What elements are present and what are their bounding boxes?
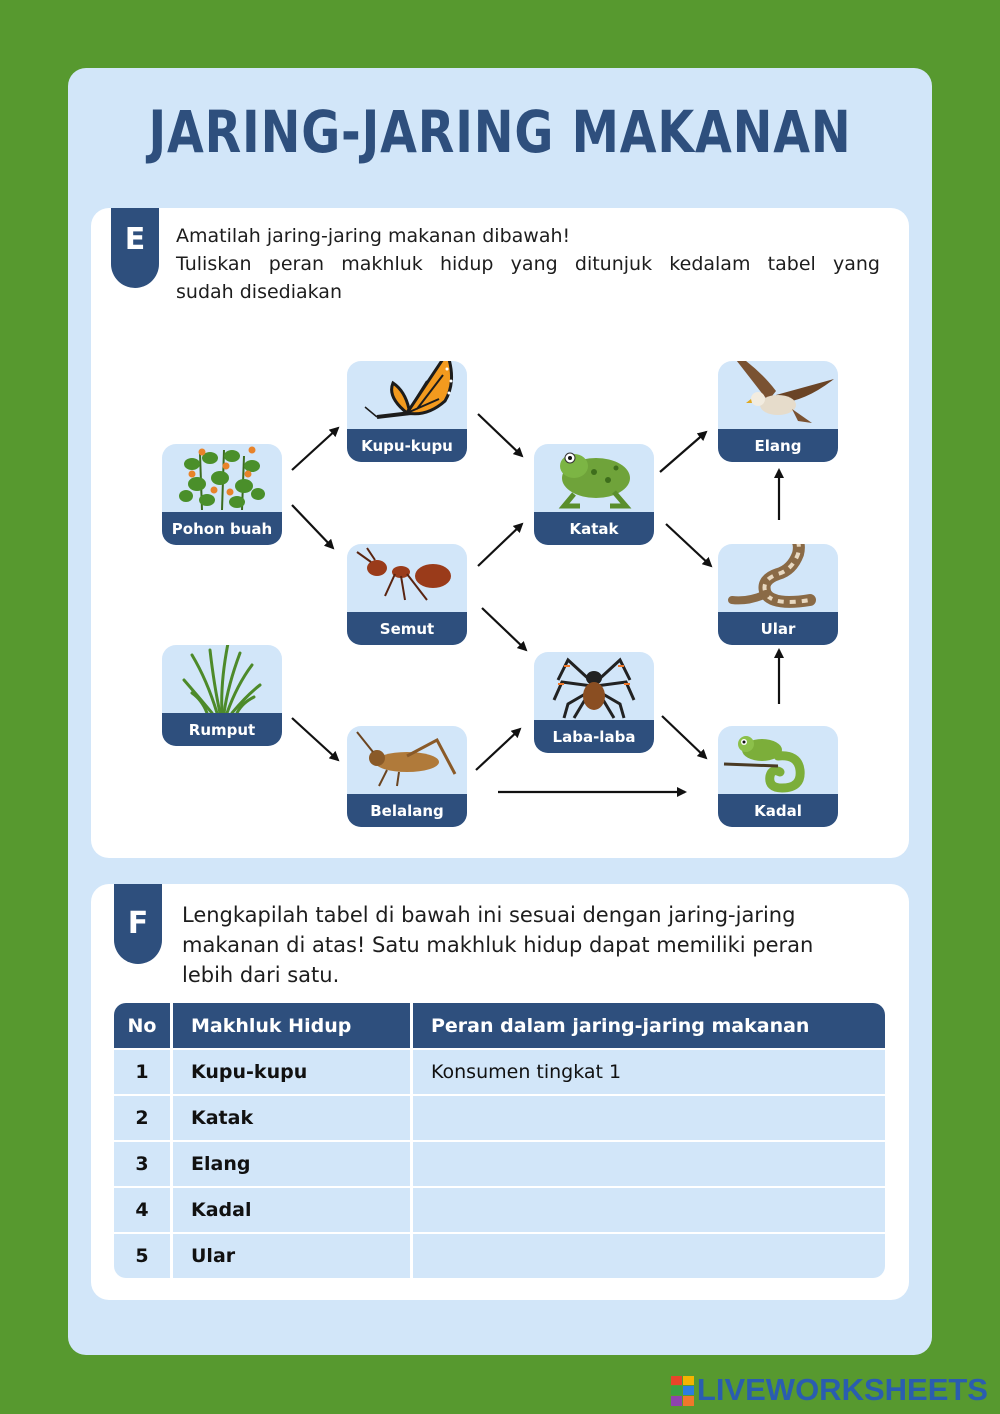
liveworksheets-brand[interactable]	[671, 1372, 988, 1408]
roles-table	[114, 1003, 885, 1278]
ant-icon	[347, 544, 467, 612]
section-f-instruction: Lengkapilah tabel di bawah ini sesuai dengan jaring-jaring makanan di atas! Satu makhluk hidup dapat memiliki peran lebih dari satu.	[182, 903, 814, 987]
node-rumput	[162, 645, 282, 746]
node-label: Elang	[718, 429, 838, 462]
header-role: Peran dalam jaring-jaring makanan	[410, 1003, 885, 1048]
section-e-tab: E	[111, 208, 159, 288]
node-label: Belalang	[347, 794, 467, 827]
role-answer-cell[interactable]	[410, 1186, 885, 1232]
node-belalang	[347, 726, 467, 827]
liveworksheets-logo-icon	[671, 1376, 693, 1404]
table-row	[114, 1140, 885, 1186]
node-kupu-kupu	[347, 361, 467, 462]
node-elang	[718, 361, 838, 462]
row-organism: Elang	[170, 1140, 410, 1186]
node-label: Kadal	[718, 794, 838, 827]
node-kadal	[718, 726, 838, 827]
row-organism: Katak	[170, 1094, 410, 1140]
frog-icon	[534, 444, 654, 512]
node-label: Katak	[534, 512, 654, 545]
instruction-line-2: Tuliskan peran makhluk hidup yang ditunjuk kedalam tabel yang	[176, 253, 880, 275]
lizard-icon	[718, 726, 838, 794]
node-semut	[347, 544, 467, 645]
table-row	[114, 1094, 885, 1140]
role-answer-cell[interactable]	[410, 1094, 885, 1140]
grass-icon	[162, 645, 282, 713]
eagle-icon	[718, 361, 838, 429]
node-ular	[718, 544, 838, 645]
instruction-line-3: sudah disediakan	[176, 281, 342, 303]
spider-icon	[534, 652, 654, 720]
node-label: Kupu-kupu	[347, 429, 467, 462]
fruit-bush-icon	[162, 444, 282, 512]
node-pohon-buah	[162, 444, 282, 545]
table-row	[114, 1232, 885, 1278]
role-answer-cell[interactable]	[410, 1140, 885, 1186]
row-no: 4	[114, 1186, 170, 1232]
node-label: Pohon buah	[162, 512, 282, 545]
grasshopper-icon	[347, 726, 467, 794]
node-label: Rumput	[162, 713, 282, 746]
section-f-tab: F	[114, 884, 162, 964]
node-label: Laba-laba	[534, 720, 654, 753]
row-no: 3	[114, 1140, 170, 1186]
node-katak	[534, 444, 654, 545]
page-title: JARING-JARING MAKANAN	[148, 98, 852, 166]
role-answer-cell[interactable]	[410, 1232, 885, 1278]
butterfly-icon	[347, 361, 467, 429]
row-organism: Kadal	[170, 1186, 410, 1232]
header-no: No	[114, 1003, 170, 1048]
table-row	[114, 1186, 885, 1232]
row-no: 1	[114, 1048, 170, 1094]
header-organism: Makhluk Hidup	[170, 1003, 410, 1048]
row-no: 5	[114, 1232, 170, 1278]
node-label: Ular	[718, 612, 838, 645]
instruction-line-1: Amatilah jaring-jaring makanan dibawah!	[176, 225, 571, 247]
row-organism: Kupu-kupu	[170, 1048, 410, 1094]
node-laba-laba	[534, 652, 654, 753]
row-no: 2	[114, 1094, 170, 1140]
role-answer-cell[interactable]: Konsumen tingkat 1	[410, 1048, 885, 1094]
section-e-instructions	[176, 222, 880, 306]
snake-icon	[718, 544, 838, 612]
node-label: Semut	[347, 612, 467, 645]
brand-text: LIVEWORKSHEETS	[696, 1372, 988, 1407]
table-row	[114, 1048, 885, 1094]
row-organism: Ular	[170, 1232, 410, 1278]
